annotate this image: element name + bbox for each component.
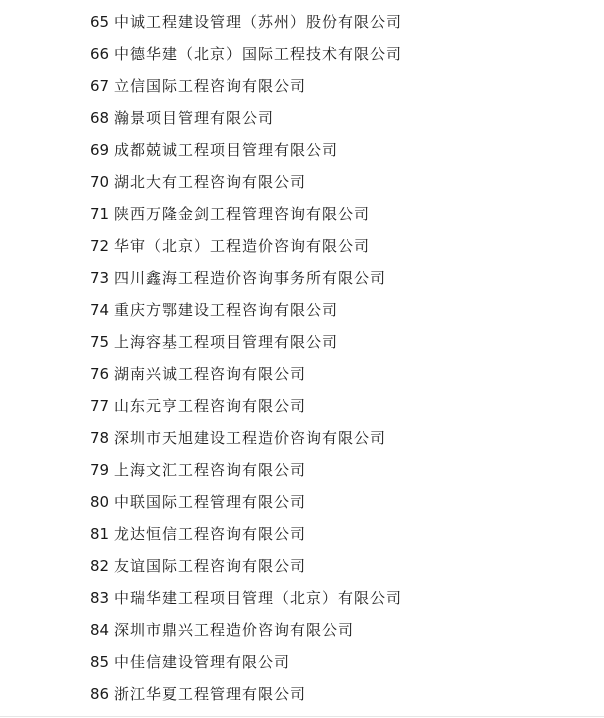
- item-number: 69: [90, 141, 110, 159]
- list-item: [90, 166, 402, 198]
- item-number: 66: [90, 45, 110, 63]
- item-number: 67: [90, 77, 110, 95]
- company-name: 湖北大有工程咨询有限公司: [114, 173, 307, 191]
- item-number: 76: [90, 365, 110, 383]
- company-name: 四川鑫海工程造价咨询事务所有限公司: [114, 269, 387, 287]
- list-item: [90, 518, 402, 550]
- item-number: 65: [90, 13, 110, 31]
- company-name: 中瑞华建工程项目管理（北京）有限公司: [114, 589, 403, 607]
- list-item: [90, 326, 402, 358]
- company-name: 中联国际工程管理有限公司: [114, 493, 307, 511]
- list-item: [90, 6, 402, 38]
- list-item: [90, 70, 402, 102]
- list-item: [90, 486, 402, 518]
- company-name: 上海容基工程项目管理有限公司: [114, 333, 339, 351]
- company-name: 瀚景项目管理有限公司: [114, 109, 275, 127]
- company-name: 华审（北京）工程造价咨询有限公司: [114, 237, 371, 255]
- item-number: 78: [90, 429, 110, 447]
- item-number: 71: [90, 205, 110, 223]
- company-list: [90, 6, 402, 710]
- company-name: 湖南兴诚工程咨询有限公司: [114, 365, 307, 383]
- list-item: [90, 198, 402, 230]
- item-number: 77: [90, 397, 110, 415]
- list-item: [90, 614, 402, 646]
- item-number: 73: [90, 269, 110, 287]
- list-item: [90, 102, 402, 134]
- list-item: [90, 38, 402, 70]
- item-number: 83: [90, 589, 110, 607]
- company-name: 龙达恒信工程咨询有限公司: [114, 525, 307, 543]
- item-number: 75: [90, 333, 110, 351]
- company-name: 山东元亨工程咨询有限公司: [114, 397, 307, 415]
- company-name: 友谊国际工程咨询有限公司: [114, 557, 307, 575]
- company-name: 深圳市天旭建设工程造价咨询有限公司: [114, 429, 387, 447]
- item-number: 80: [90, 493, 110, 511]
- list-item: [90, 390, 402, 422]
- item-number: 85: [90, 653, 110, 671]
- list-item: [90, 134, 402, 166]
- list-item: [90, 646, 402, 678]
- list-item: [90, 582, 402, 614]
- list-item: [90, 230, 402, 262]
- company-name: 陕西万隆金剑工程管理咨询有限公司: [114, 205, 371, 223]
- item-number: 79: [90, 461, 110, 479]
- item-number: 84: [90, 621, 110, 639]
- item-number: 70: [90, 173, 110, 191]
- list-item: [90, 678, 402, 710]
- company-name: 中诚工程建设管理（苏州）股份有限公司: [114, 13, 403, 31]
- bottom-divider: [0, 716, 604, 717]
- list-item: [90, 358, 402, 390]
- item-number: 86: [90, 685, 110, 703]
- company-name: 重庆方鄂建设工程咨询有限公司: [114, 301, 339, 319]
- item-number: 81: [90, 525, 110, 543]
- list-item: [90, 422, 402, 454]
- company-name: 成都兢诚工程项目管理有限公司: [114, 141, 339, 159]
- company-name: 中德华建（北京）国际工程技术有限公司: [114, 45, 403, 63]
- item-number: 82: [90, 557, 110, 575]
- list-item: [90, 262, 402, 294]
- company-name: 上海文汇工程咨询有限公司: [114, 461, 307, 479]
- company-name: 立信国际工程咨询有限公司: [114, 77, 307, 95]
- company-name: 深圳市鼎兴工程造价咨询有限公司: [114, 621, 355, 639]
- list-item: [90, 454, 402, 486]
- list-item: [90, 294, 402, 326]
- company-name: 中佳信建设管理有限公司: [114, 653, 291, 671]
- list-item: [90, 550, 402, 582]
- item-number: 74: [90, 301, 110, 319]
- item-number: 68: [90, 109, 110, 127]
- company-name: 浙江华夏工程管理有限公司: [114, 685, 307, 703]
- item-number: 72: [90, 237, 110, 255]
